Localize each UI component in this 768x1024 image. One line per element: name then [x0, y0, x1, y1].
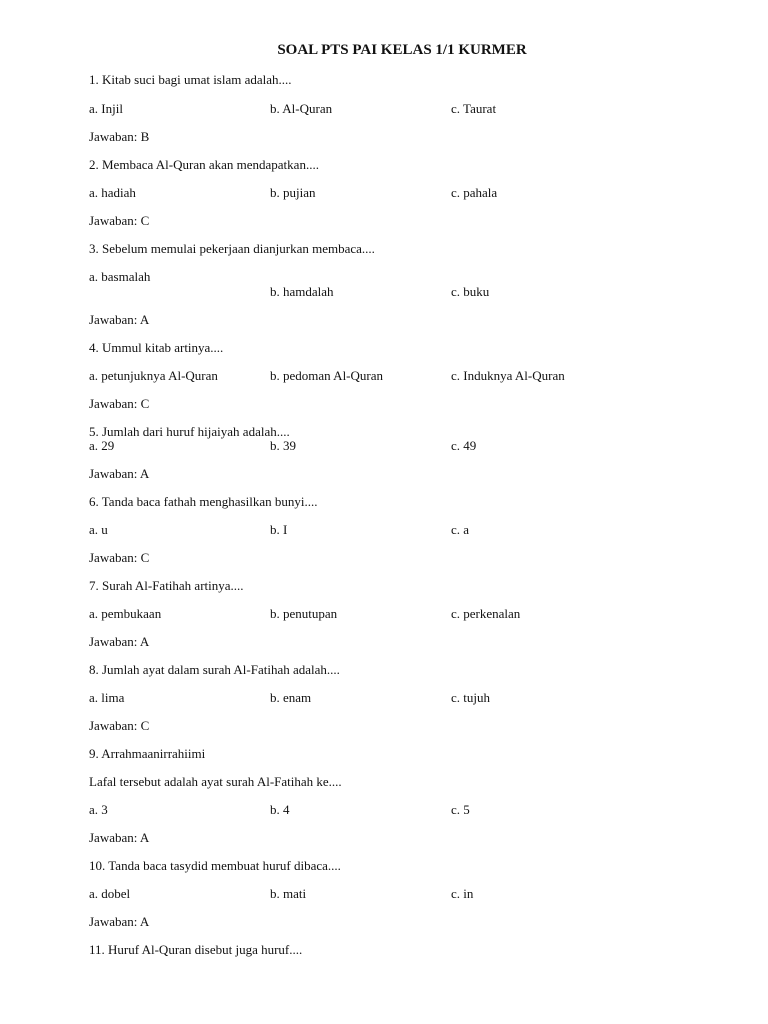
question-5: 5. Jumlah dari huruf hijaiyah adalah....	[89, 424, 290, 439]
q1-option-b: b. Al-Quran	[270, 101, 333, 116]
question-6: 6. Tanda baca fathah menghasilkan bunyi....	[89, 494, 318, 509]
question-9-subtext: Lafal tersebut adalah ayat surah Al-Fatihah ke....	[89, 774, 342, 789]
q5-option-c: c. 49	[451, 438, 477, 453]
question-7: 7. Surah Al-Fatihah artinya....	[89, 578, 244, 593]
q10-option-a: a. dobel	[89, 886, 131, 901]
q10-option-b: b. mati	[270, 886, 307, 901]
question-4: 4. Ummul kitab artinya....	[89, 340, 224, 355]
q5-option-b: b. 39	[270, 438, 296, 453]
q8-answer: Jawaban: C	[89, 718, 150, 733]
question-11: 11. Huruf Al-Quran disebut juga huruf....	[89, 942, 303, 957]
q9-option-a: a. 3	[89, 802, 108, 817]
q3-answer: Jawaban: A	[89, 312, 150, 327]
q6-answer: Jawaban: C	[89, 550, 150, 565]
page-title: SOAL PTS PAI KELAS 1/1 KURMER	[277, 42, 527, 58]
q9-option-b: b. 4	[270, 802, 290, 817]
question-1: 1. Kitab suci bagi umat islam adalah....	[89, 72, 292, 87]
q5-option-a: a. 29	[89, 438, 115, 453]
question-3: 3. Sebelum memulai pekerjaan dianjurkan membaca....	[89, 241, 375, 256]
q9-option-c: c. 5	[451, 802, 470, 817]
q1-option-a: a. Injil	[89, 101, 123, 116]
question-2: 2. Membaca Al-Quran akan mendapatkan....	[89, 157, 319, 172]
question-9: 9. Arrahmaanirrahiimi	[89, 746, 206, 761]
q2-option-a: a. hadiah	[89, 185, 136, 200]
q7-option-c: c. perkenalan	[451, 606, 521, 621]
q2-option-b: b. pujian	[270, 185, 316, 200]
q7-answer: Jawaban: A	[89, 634, 150, 649]
q6-option-a: a. u	[89, 522, 108, 537]
q5-answer: Jawaban: A	[89, 466, 150, 481]
q1-option-c: c. Taurat	[451, 101, 497, 116]
q10-option-c: c. in	[451, 886, 474, 901]
q3-option-c: c. buku	[451, 284, 490, 299]
q1-answer: Jawaban: B	[89, 129, 150, 144]
q10-answer: Jawaban: A	[89, 914, 150, 929]
q4-option-b: b. pedoman Al-Quran	[270, 368, 384, 383]
q3-option-b: b. hamdalah	[270, 284, 334, 299]
q6-option-c: c. a	[451, 522, 470, 537]
q6-option-b: b. I	[270, 522, 288, 537]
q4-option-c: c. Induknya Al-Quran	[451, 368, 565, 383]
q8-option-b: b. enam	[270, 690, 312, 705]
q2-option-c: c. pahala	[451, 185, 498, 200]
q9-answer: Jawaban: A	[89, 830, 150, 845]
q8-option-c: c. tujuh	[451, 690, 490, 705]
q8-option-a: a. lima	[89, 690, 125, 705]
q4-option-a: a. petunjuknya Al-Quran	[89, 368, 218, 383]
q7-option-a: a. pembukaan	[89, 606, 162, 621]
q3-option-a: a. basmalah	[89, 269, 151, 284]
q2-answer: Jawaban: C	[89, 213, 150, 228]
q7-option-b: b. penutupan	[270, 606, 338, 621]
question-8: 8. Jumlah ayat dalam surah Al-Fatihah adalah....	[89, 662, 340, 677]
question-10: 10. Tanda baca tasydid membuat huruf dibaca....	[89, 858, 341, 873]
q4-answer: Jawaban: C	[89, 396, 150, 411]
